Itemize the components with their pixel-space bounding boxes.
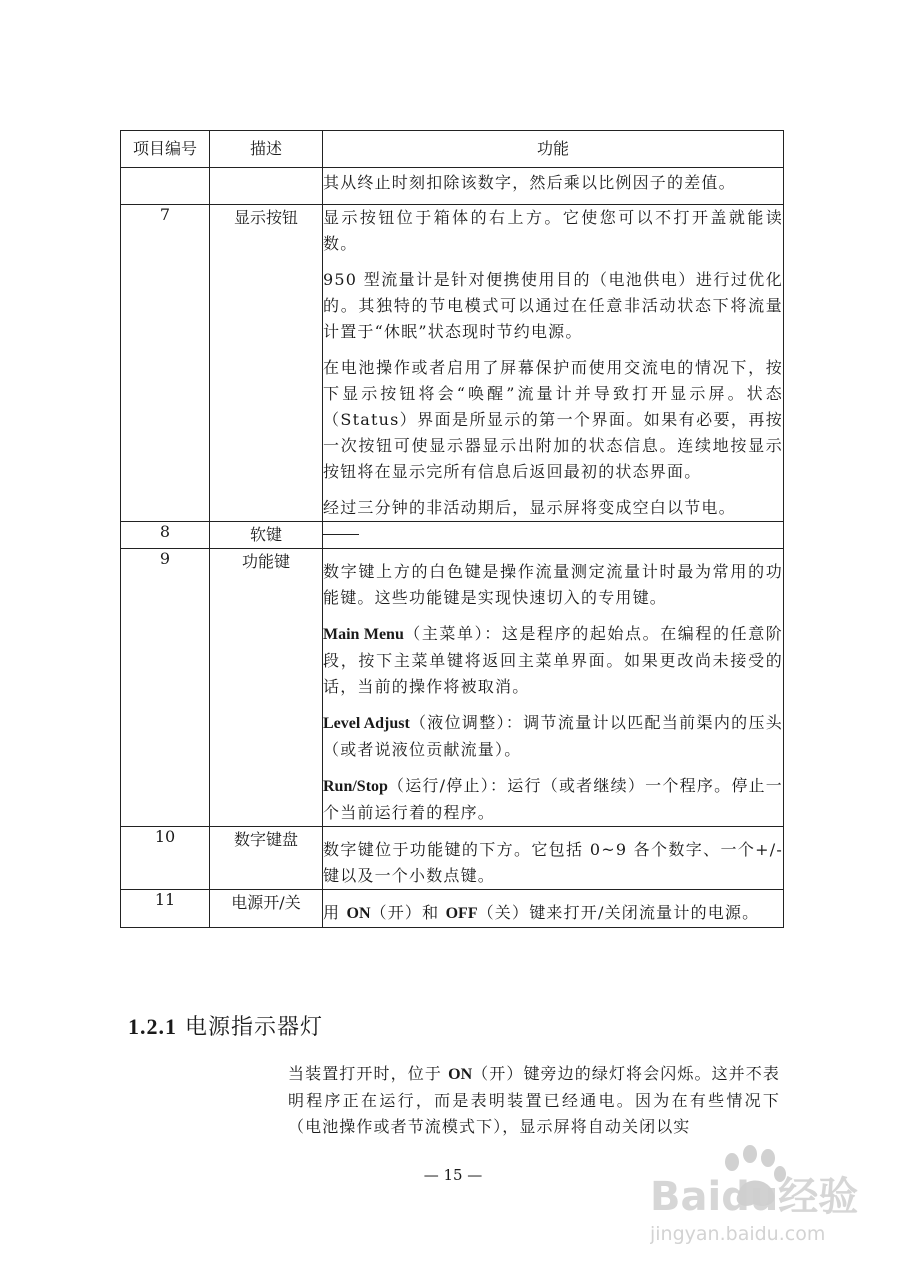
item-description [210, 168, 323, 205]
header-item-number: 项目编号 [121, 131, 210, 168]
power-text: 用 [323, 903, 347, 922]
table-row [121, 522, 784, 549]
item-function [323, 549, 784, 827]
page-number: — 15 — [423, 1166, 483, 1184]
item-function [323, 205, 784, 522]
power-text: （开）和 [370, 903, 446, 922]
item-function [323, 168, 784, 205]
table-row [121, 168, 784, 205]
key-text: （运行/停止）：运行（或者继续）一个程序。停止一个当前运行着的程序。 [323, 776, 783, 822]
function-paragraph: 经过三分钟的非活动期后，显示屏将变成空白以节电。 [323, 498, 736, 517]
table-header-row [121, 131, 784, 168]
function-table [120, 130, 784, 928]
key-description [323, 621, 783, 700]
header-description: 描述 [210, 131, 323, 168]
table-row [121, 205, 784, 522]
table-row [121, 549, 784, 827]
item-number: 10 [121, 827, 210, 890]
item-number [121, 168, 210, 205]
key-text: （主菜单）：这是程序的起始点。在编程的任意阶段，按下主菜单键将返回主菜单界面。如果更改尚未接受的话，当前的操作将被取消。 [323, 624, 783, 696]
off-key-label: OFF [445, 905, 478, 922]
item-function [323, 827, 784, 890]
item-description: 数字键盘 [210, 827, 323, 890]
key-name: Level Adjust [323, 715, 410, 732]
watermark-brand: Baidu经验 [650, 1174, 859, 1220]
item-number: 9 [121, 549, 210, 827]
item-description: 显示按钮 [210, 205, 323, 522]
on-key-label: ON [346, 905, 371, 922]
header-function: 功能 [323, 131, 784, 168]
table-row [121, 827, 784, 890]
function-paragraph: 数字键位于功能键的下方。它包括 0~9 各个数字、一个+/-键以及一个小数点键。 [323, 840, 783, 885]
power-text: （关）键来打开/关闭流量计的电源。 [477, 903, 760, 922]
function-paragraph [323, 900, 783, 927]
item-description: 功能键 [210, 549, 323, 827]
item-number: 11 [121, 890, 210, 928]
item-description: 软键 [210, 522, 323, 549]
empty-dash [323, 534, 359, 535]
function-paragraph: 数字键上方的白色键是操作流量测定流量计时最为常用的功能键。这些功能键是实现快速切入的专用键。 [323, 562, 783, 607]
item-description: 电源开/关 [210, 890, 323, 928]
function-paragraph: 其从终止时刻扣除该数字，然后乘以比例因子的差值。 [323, 173, 736, 192]
key-description [323, 773, 783, 826]
key-text: （液位调整）：调节流量计以匹配当前渠内的压头（或者说液位贡献流量）。 [323, 713, 784, 759]
table-row [121, 890, 784, 928]
item-number: 7 [121, 205, 210, 522]
section-title: 电源指示器灯 [185, 1015, 324, 1040]
body-text: （开）键旁边的绿灯将会闪烁。这并不表明程序正在运行，而是表明装置已经通电。因为在有些情况下（电池操作或者节流模式下），显示屏将自动关闭以实 [288, 1064, 780, 1136]
watermark-url: jingyan.baidu.com [650, 1223, 826, 1245]
body-text: 当装置打开时，位于 [288, 1064, 449, 1083]
item-function [323, 890, 784, 928]
section-heading [128, 1010, 323, 1041]
function-paragraph: 在电池操作或者启用了屏幕保护而使用交流电的情况下，按下显示按钮将会“唤醒”流量计并导致打开显示屏。状态（Status）界面是所显示的第一个界面。如果有必要，再按一次按钮可使显示器显示出附加的状态信息。连续地按显示按钮将在显示完所有信息后返回最初的状态界面。 [323, 358, 783, 481]
function-paragraph: 显示按钮位于箱体的右上方。它使您可以不打开盖就能读数。 [323, 208, 783, 253]
key-name: Main Menu [323, 626, 404, 643]
section-number: 1.2.1 [128, 1014, 177, 1039]
on-key-label: ON [448, 1066, 473, 1083]
key-name: Run/Stop [323, 778, 388, 795]
body-paragraph [288, 1061, 780, 1140]
item-number: 8 [121, 522, 210, 549]
baidu-jingyan-watermark [650, 1140, 890, 1260]
item-function [323, 522, 784, 549]
key-description [323, 710, 783, 763]
function-paragraph: 950 型流量计是针对便携使用目的（电池供电）进行过优化的。其独特的节电模式可以通过在任意非活动状态下将流量计置于“休眠”状态现时节约电源。 [323, 270, 783, 341]
